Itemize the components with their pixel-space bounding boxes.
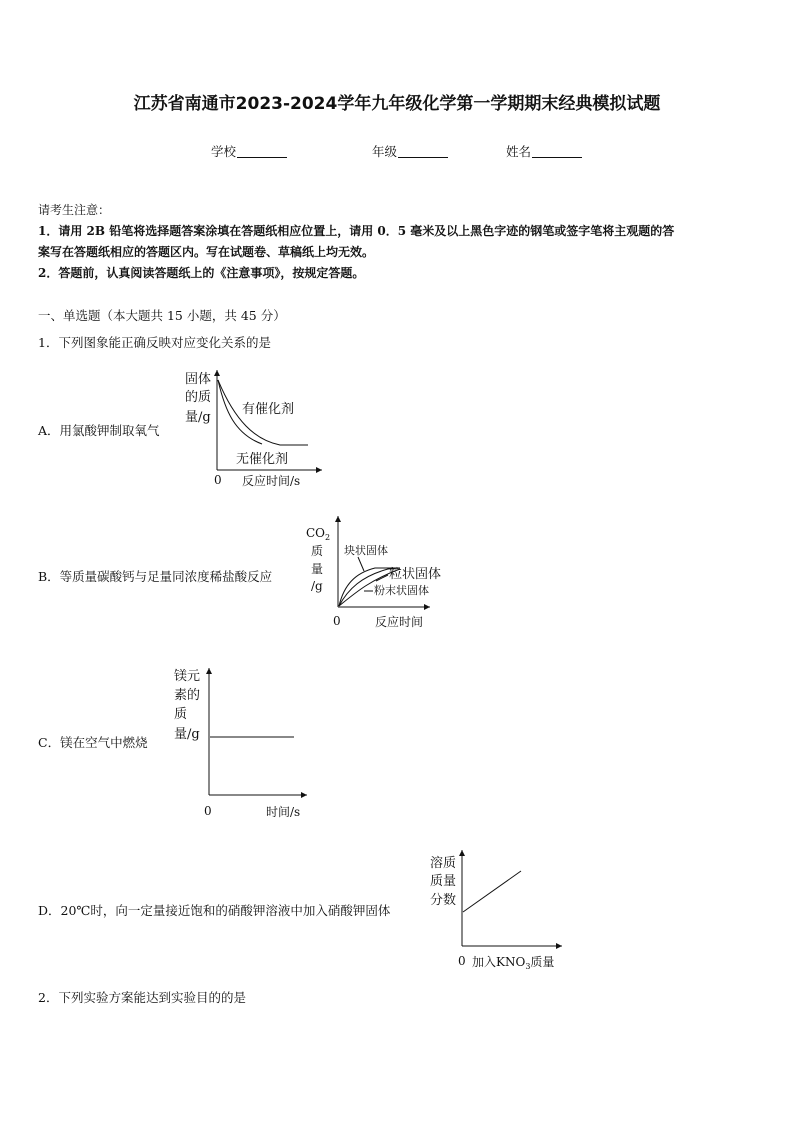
- graph-c-x-label: 时间/s: [266, 805, 301, 819]
- school-blank: [237, 145, 287, 158]
- graph-b-leader-2: [376, 575, 388, 581]
- option-a-label: A．用氯酸钾制取氧气: [38, 423, 160, 438]
- grade-label: 年级: [372, 144, 398, 159]
- graph-a-x-label: 反应时间/s: [242, 474, 301, 488]
- school-field: [211, 142, 287, 160]
- graph-b: [300, 513, 460, 635]
- page-title: 江苏省南通市2023-2024学年九年级化学第一学期期末经典模拟试题: [133, 94, 661, 114]
- graph-d-line: [463, 871, 521, 912]
- graph-a-origin: 0: [214, 473, 222, 487]
- graph-c-y-label-2: 素的: [174, 688, 201, 703]
- notice-heading: 请考生注意：: [38, 203, 111, 217]
- notice-item-1a: 1．请用 2B 铅笔将选择题答案涂填在答题纸相应位置上，请用 0．5 毫米及以上黑色字迹的钢笔或签字笔将主观题的答: [38, 224, 675, 238]
- graph-d-y-label-2: 质量: [430, 874, 457, 889]
- graph-c: [170, 662, 320, 822]
- graph-b-leader-1: [358, 557, 364, 571]
- graph-a-y-label-1: 固体: [185, 372, 212, 387]
- option-d-label: D．20℃时，向一定量接近饱和的硝酸钾溶液中加入硝酸钾固体: [38, 903, 391, 918]
- question-2-stem: 2．下列实验方案能达到实验目的的是: [38, 990, 246, 1005]
- graph-a-y-label-3: 量/g: [185, 410, 211, 425]
- graph-b-y-label-1: $CO_2$: [306, 526, 331, 542]
- graph-a-curve-label-1: 有催化剂: [242, 402, 295, 417]
- notice-item-2: 2．答题前，认真阅读答题纸上的《注意事项》，按规定答题。: [38, 266, 365, 280]
- graph-b-y-label-3: 量: [311, 562, 324, 576]
- graph-d-origin: 0: [458, 954, 466, 968]
- graph-b-curve-label-2: 粒状固体: [389, 567, 442, 582]
- graph-d-x-label: 加入$KNO_3$质量: [472, 955, 555, 971]
- notice-item-1b: 案写在答题纸相应的答题区内。写在试题卷、草稿纸上均无效。: [38, 245, 375, 259]
- section-heading: 一、单选题（本大题共 15 小题，共 45 分）: [38, 308, 286, 323]
- question-1-stem: 1．下列图象能正确反映对应变化关系的是: [38, 335, 271, 350]
- graph-b-x-label: 反应时间: [375, 615, 424, 629]
- name-blank: [532, 145, 582, 158]
- school-label: 学校: [211, 144, 237, 159]
- graph-c-y-label-1: 镁元: [174, 669, 201, 684]
- graph-b-y-label-2: 质: [311, 544, 324, 558]
- grade-blank: [398, 145, 448, 158]
- graph-d-y-label-1: 溶质: [430, 856, 457, 871]
- graph-d-y-label-3: 分数: [430, 893, 457, 908]
- graph-d: [425, 848, 575, 973]
- graph-b-curve-label-1: 块状固体: [344, 544, 388, 557]
- graph-b-origin: 0: [333, 614, 341, 628]
- graph-b-y-label-4: /g: [311, 579, 323, 593]
- option-c-label: C．镁在空气中燃烧: [38, 735, 148, 750]
- name-field: [506, 142, 582, 160]
- graph-b-curve-label-3: 粉末状固体: [374, 584, 429, 597]
- graph-c-origin: 0: [204, 804, 212, 818]
- graph-a-curve-label-2: 无催化剂: [236, 452, 289, 467]
- graph-c-y-label-3: 质: [174, 707, 188, 722]
- name-label: 姓名: [506, 144, 532, 159]
- graph-a-y-label-2: 的质: [185, 390, 212, 405]
- graph-c-y-label-4: 量/g: [174, 727, 200, 742]
- graph-a: [180, 366, 330, 491]
- option-b-label: B．等质量碳酸钙与足量同浓度稀盐酸反应: [38, 569, 273, 584]
- grade-field: [372, 142, 448, 160]
